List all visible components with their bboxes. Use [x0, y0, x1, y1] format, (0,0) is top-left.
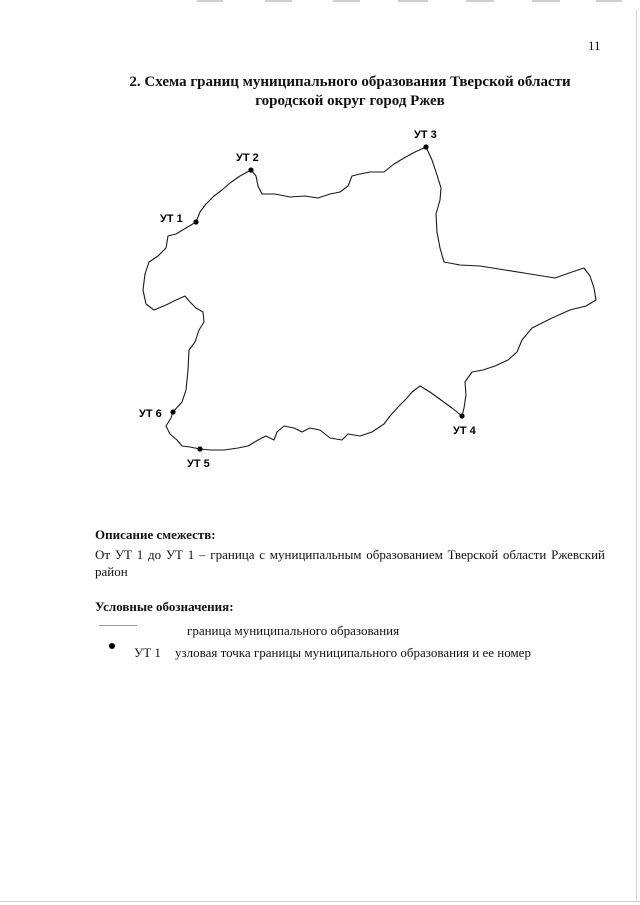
- title-line-2: городской округ город Ржев: [255, 93, 445, 109]
- scan-artifact-line: [596, 0, 622, 2]
- node-label-ut1: УТ 1: [160, 213, 183, 225]
- adjacency-heading: Описание смежеств:: [95, 527, 216, 542]
- legend-boundary-line-sample: [99, 625, 137, 626]
- node-label-ut6: УТ 6: [139, 408, 162, 420]
- municipal-boundary-line: [143, 147, 596, 450]
- page-title: [60, 73, 640, 111]
- title-line-1: 2. Схема границ муниципального образования Тверской области: [129, 74, 571, 90]
- node-marker-ut4: [459, 413, 464, 418]
- scan-artifact-line: [466, 0, 494, 2]
- scan-edge-line: [0, 901, 640, 902]
- page-number: 11: [588, 38, 601, 53]
- node-label-ut5: УТ 5: [187, 458, 210, 470]
- legend-node-symbol-label: УТ 1: [134, 645, 161, 660]
- node-marker-ut6: [170, 409, 175, 414]
- scan-artifact-line: [265, 0, 292, 2]
- scan-artifact-line: [197, 0, 223, 2]
- node-label-ut4: УТ 4: [453, 425, 476, 437]
- scan-artifact-line: [398, 0, 428, 2]
- legend-boundary-label: граница муниципального образования: [187, 623, 400, 638]
- legend-heading: Условные обозначения:: [95, 599, 234, 614]
- scan-artifact-line: [532, 0, 560, 2]
- legend-node-label: узловая точка границы муниципального образования и ее номер: [175, 645, 531, 660]
- scan-artifact-line: [333, 0, 360, 2]
- legend-node-dot-icon: [109, 643, 115, 649]
- node-marker-ut3: [423, 144, 428, 149]
- adjacency-description: От УТ 1 до УТ 1 – граница с муниципальным образованием Тверской области Ржевский район: [95, 547, 605, 579]
- node-marker-ut5: [197, 446, 202, 451]
- node-label-ut3: УТ 3: [414, 129, 437, 141]
- node-marker-ut2: [248, 167, 253, 172]
- node-marker-ut1: [193, 219, 198, 224]
- node-label-ut2: УТ 2: [236, 152, 259, 164]
- boundary-map: [0, 120, 640, 490]
